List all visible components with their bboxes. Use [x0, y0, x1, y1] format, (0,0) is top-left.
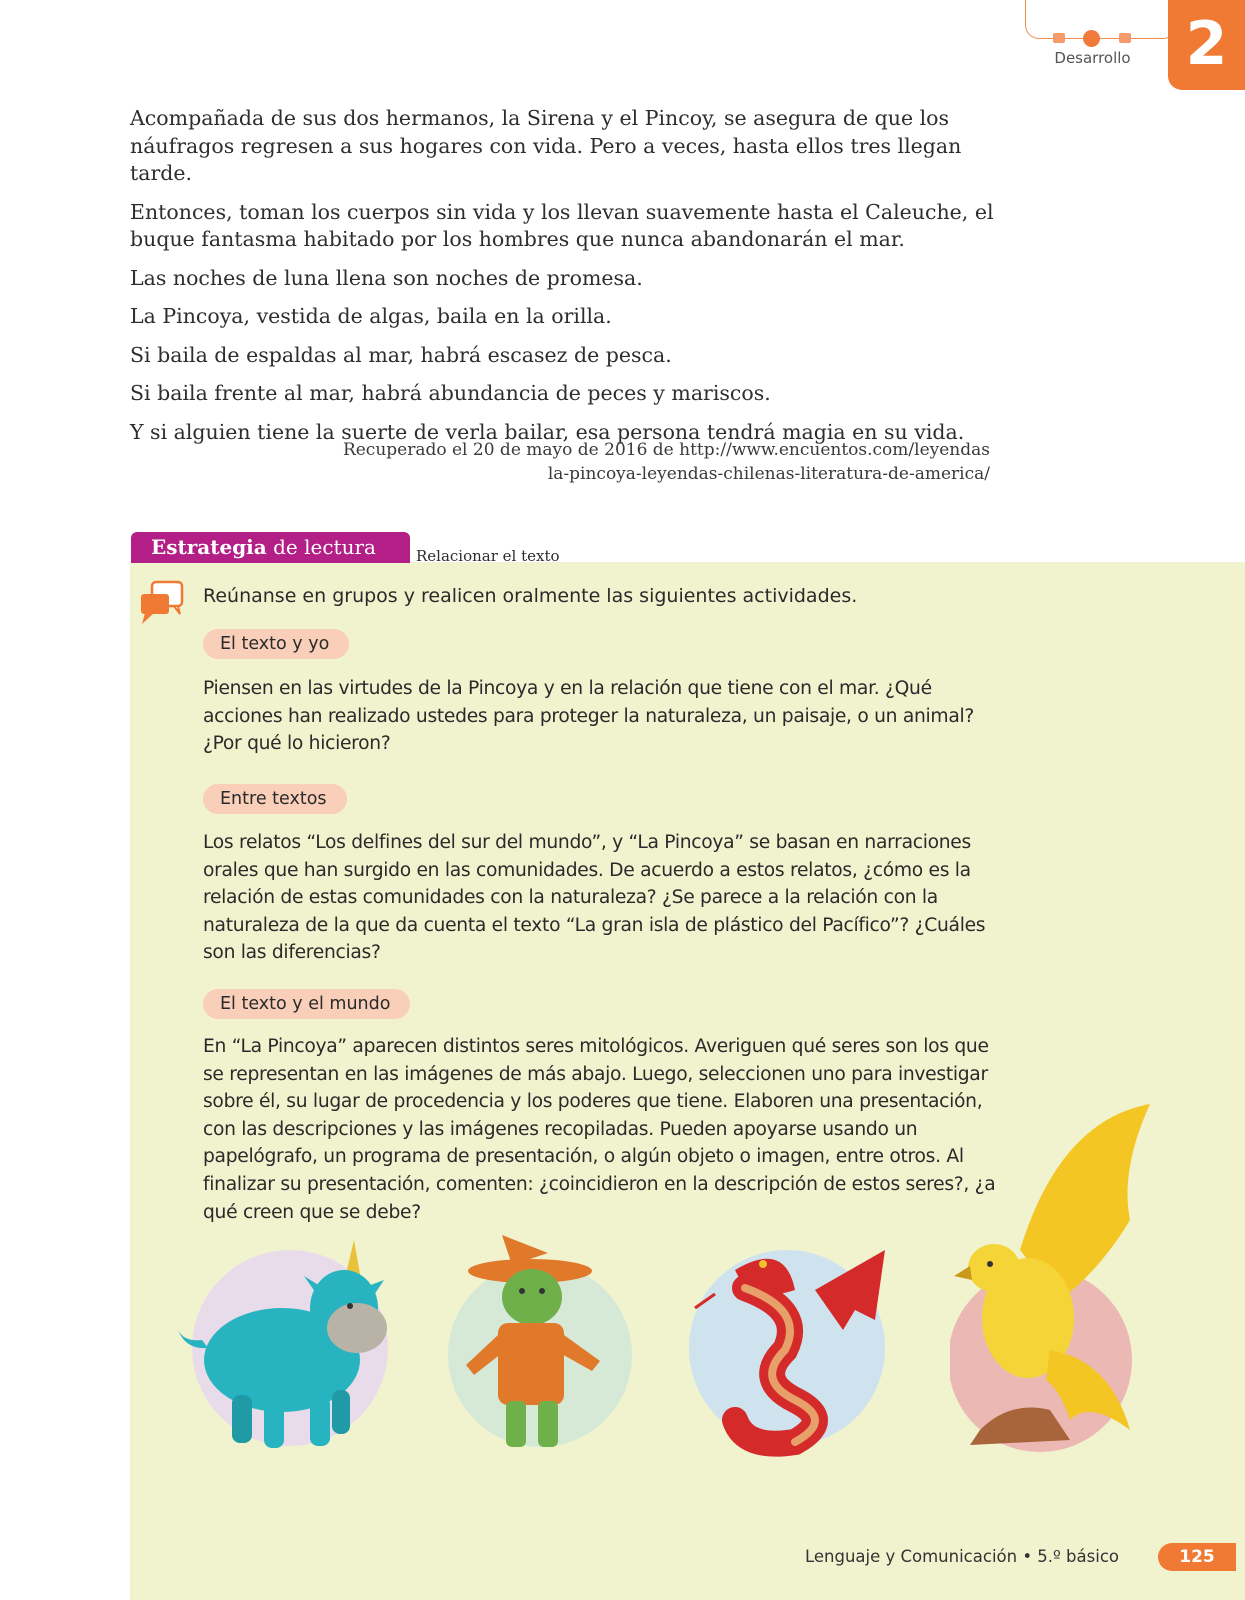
header-decoration: [1025, 0, 1177, 39]
strategy-subtitle: Relacionar el texto: [416, 547, 560, 565]
unit-tab: [1168, 0, 1245, 90]
goblin-illustration: [440, 1225, 640, 1465]
footer-subject: Lenguaje y Comunicación • 5.º básico: [804, 1547, 1119, 1566]
header-dot: [1119, 33, 1131, 43]
source-citation: [300, 438, 990, 486]
unicorn-bull-illustration: [172, 1230, 402, 1460]
strategy-tab: [131, 532, 410, 563]
reading-text: [130, 105, 1010, 457]
reading-paragraph: Las noches de luna llena son noches de promesa.: [130, 265, 643, 290]
reading-paragraph: Entonces, toman los cuerpos sin vida y los llevan suavemente hasta el Caleuche, el buque fantasma habitado por los hombres que nunca abandonarán el mar.: [130, 199, 994, 251]
golden-bird-illustration: [950, 1100, 1170, 1460]
page-number: 125: [1158, 1543, 1236, 1571]
reading-paragraph: Si baila frente al mar, habrá abundancia de peces y mariscos.: [130, 381, 771, 405]
activity-text: Los relatos “Los delfines del sur del mundo”, y “La Pincoya” se basan en narraciones orales que han surgido en las comunidades. De acuerdo a estos relatos, ¿cómo es la relación de estas comunidades con la naturaleza? ¿Se parece a la relación con la naturaleza de la que da cuenta el texto “La gran isla de plástico del Pacífico”? ¿Cuáles son las diferencias?: [203, 832, 986, 964]
section-label: Desarrollo: [1054, 49, 1131, 67]
activity-text: En “La Pincoya” aparecen distintos seres mitológicos. Averiguen qué seres son los que se representan en las imágenes de más abajo. Luego, seleccionen uno para investigar sobre él, su lugar de procedencia y los poderes que tiene. Elaboren una presentación, con las descripciones y las imágenes recopiladas. Pueden apoyarse usando un papelógrafo, un programa de presentación, o algún objeto o imagen, entre otros. Al finalizar su presentación, comenten: ¿coincidieron en la descripción de estos seres?, ¿a qué creen que se debe?: [203, 1036, 996, 1223]
section-label-pill: El texto y el mundo: [203, 989, 410, 1019]
speech-bubbles-icon: [140, 580, 186, 626]
reading-paragraph: La Pincoya, vestida de algas, baila en la orilla.: [130, 304, 612, 328]
activity-text: Piensen en las virtudes de la Pincoya y en la relación que tiene con el mar. ¿Qué acciones han realizado ustedes para proteger la naturaleza, un paisaje, o un animal? ¿Por qué lo hicieron?: [203, 678, 974, 755]
activity-instructions: Reúnanse en grupos y realicen oralmente las siguientes actividades.: [203, 585, 858, 607]
winged-serpent-illustration: [675, 1230, 905, 1460]
source-line: Recuperado el 20 de mayo de 2016 de http://www.encuentos.com/leyendas: [342, 440, 990, 460]
reading-paragraph: Y si alguien tiene la suerte de verla bailar, esa persona tendrá magia en su vida.: [130, 419, 965, 444]
header-dot-active: [1083, 30, 1100, 47]
strategy-tab-bold: Estrategia: [151, 535, 267, 559]
source-line: la-pincoya-leyendas-chilenas-literatura-de-america/: [547, 464, 990, 484]
strategy-tab-rest: de lectura: [273, 535, 376, 559]
reading-paragraph: Acompañada de sus dos hermanos, la Sirena y el Pincoy, se asegura de que los náufragos regresen a sus hogares con vida. Pero a veces, hasta ellos tres llegan tarde.: [130, 106, 962, 185]
reading-paragraph: Si baila de espaldas al mar, habrá escasez de pesca.: [130, 342, 672, 367]
header-dot: [1053, 33, 1065, 43]
unit-number: 2: [1185, 9, 1228, 79]
section-label-pill: Entre textos: [203, 784, 347, 814]
section-label-pill: El texto y yo: [203, 629, 349, 659]
